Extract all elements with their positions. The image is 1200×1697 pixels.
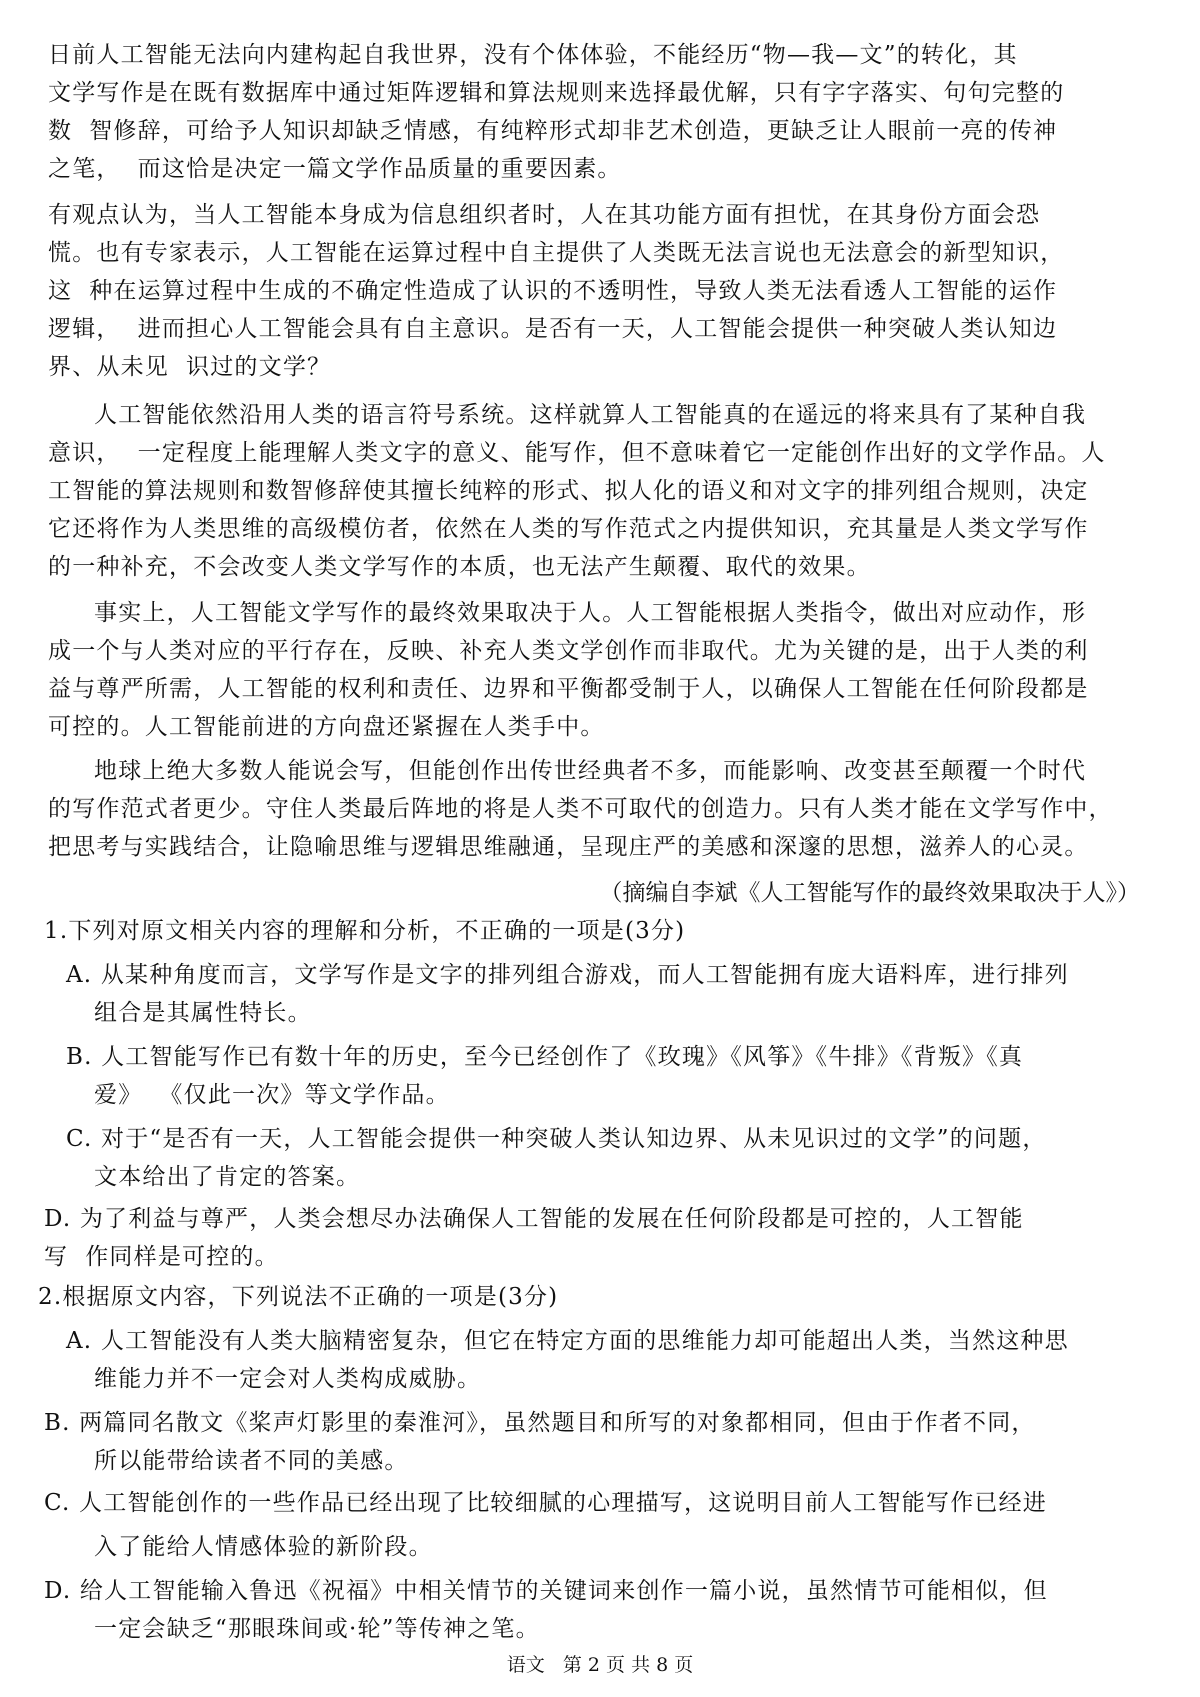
- source-citation: （摘编自李斌《人工智能写作的最终效果取决于人》）: [599, 880, 1140, 906]
- question-1-option-a-line-2: 组合是其属性特长。: [94, 1000, 312, 1026]
- question-1-option-d-line-2: 写 作同样是可控的。: [44, 1244, 279, 1270]
- paragraph-2-line-4: 逻辑， 进而担心人工智能会具有自主意识。是否有一天，人工智能会提供一种突破人类认知边: [48, 316, 1058, 342]
- question-1-option-b-line-1: B. 人工智能写作已有数十年的历史，至今已经创作了《玫瑰》《风筝》《牛排》《背叛》《真: [66, 1044, 1024, 1070]
- question-1-stem: 1.下列对原文相关内容的理解和分析，不正确的一项是(3分): [44, 918, 686, 944]
- paragraph-5-line-1: 地球上绝大多数人能说会写，但能创作出传世经典者不多，而能影响、改变甚至颠覆一个时代: [94, 758, 1087, 784]
- paragraph-5-line-3: 把思考与实践结合，让隐喻思维与逻辑思维融通，呈现庄严的美感和深邃的思想，滋养人的心灵。: [48, 834, 1089, 860]
- paragraph-2-line-5: 界、从未见 识过的文学？: [48, 354, 332, 380]
- paragraph-4-line-2: 成一个与人类对应的平行存在，反映、补充人类文学创作而非取代。尤为关键的是，出于人类的利: [48, 638, 1089, 664]
- paragraph-3-line-3: 工智能的算法规则和数智修辞使其擅长纯粹的形式、拟人化的语义和对文字的排列组合规则，决定: [48, 478, 1089, 504]
- page-footer: 语文 第 2 页 共 8 页: [506, 1654, 694, 1676]
- paragraph-4-line-4: 可控的。人工智能前进的方向盘还紧握在人类手中。: [48, 714, 605, 740]
- question-2-option-b-line-2: 所以能带给读者不同的美感。: [94, 1448, 409, 1474]
- question-1-option-d-line-1: D. 为了利益与尊严，人类会想尽办法确保人工智能的发展在任何阶段都是可控的，人工智能: [44, 1206, 1024, 1232]
- question-2-option-b-line-1: B. 两篇同名散文《桨声灯影里的秦淮河》，虽然题目和所写的对象都相同，但由于作者不同，: [44, 1410, 1036, 1436]
- question-2-option-a-line-1: A. 人工智能没有人类大脑精密复杂，但它在特定方面的思维能力却可能超出人类，当然这种思: [66, 1328, 1069, 1354]
- question-2-stem: 2.根据原文内容，下列说法不正确的一项是(3分): [38, 1284, 559, 1310]
- paragraph-3-line-5: 的一种补充，不会改变人类文学写作的本质，也无法产生颠覆、取代的效果。: [48, 554, 871, 580]
- paragraph-2-line-3: 这 种在运算过程中生成的不确定性造成了认识的不透明性，导致人类无法看透人工智能的运作: [48, 278, 1058, 304]
- paragraph-1-line-3: 数 智修辞，可给予人知识却缺乏情感，有纯粹形式却非艺术创造，更缺乏让人眼前一亮的传神: [48, 118, 1058, 144]
- question-1-option-a-line-1: A. 从某种角度而言，文学写作是文字的排列组合游戏，而人工智能拥有庞大语料库，进行排列: [66, 962, 1069, 988]
- question-2-option-c-line-2: 入了能给人情感体验的新阶段。: [94, 1534, 433, 1560]
- question-1-option-c-line-2: 文本给出了肯定的答案。: [94, 1164, 361, 1190]
- paragraph-5-line-2: 的写作范式者更少。守住人类最后阵地的将是人类不可取代的创造力。只有人类才能在文学写作中，: [48, 796, 1113, 822]
- paragraph-2-line-2: 慌。也有专家表示，人工智能在运算过程中自主提供了人类既无法言说也无法意会的新型知识，: [48, 240, 1065, 266]
- paragraph-2-line-1: 有观点认为，当人工智能本身成为信息组织者时，人在其功能方面有担忧，在其身份方面会恐: [48, 202, 1041, 228]
- question-2-option-d-line-1: D. 给人工智能输入鲁迅《祝福》中相关情节的关键词来创作一篇小说，虽然情节可能相似，但: [44, 1578, 1048, 1604]
- paragraph-3-line-2: 意识， 一定程度上能理解人类文字的意义、能写作，但不意味着它一定能创作出好的文学作品。人: [48, 440, 1106, 466]
- paragraph-1-line-1: 日前人工智能无法向内建构起自我世界，没有个体体验，不能经历“物—我—文”的转化，其: [48, 42, 1018, 68]
- paragraph-4-line-3: 益与尊严所需，人工智能的权利和责任、边界和平衡都受制于人，以确保人工智能在任何阶段都是: [48, 676, 1089, 702]
- question-1-option-c-line-1: C. 对于“是否有一天，人工智能会提供一种突破人类认知边界、从未见识过的文学”的问题，: [66, 1126, 1047, 1152]
- question-2-option-a-line-2: 维能力并不一定会对人类构成威胁。: [94, 1366, 482, 1392]
- question-1-option-b-line-2: 爱》 《仅此一次》等文学作品。: [94, 1082, 450, 1108]
- paragraph-3-line-1: 人工智能依然沿用人类的语言符号系统。这样就算人工智能真的在遥远的将来具有了某种自我: [94, 402, 1087, 428]
- question-2-option-d-line-2: 一定会缺乏“那眼珠间或·轮”等传神之笔。: [94, 1616, 540, 1642]
- paragraph-4-line-1: 事实上，人工智能文学写作的最终效果取决于人。人工智能根据人类指令，做出对应动作，形: [94, 600, 1087, 626]
- question-2-option-c-line-1: C. 人工智能创作的一些作品已经出现了比较细腻的心理描写，这说明目前人工智能写作已经进: [44, 1490, 1048, 1516]
- paragraph-1-line-2: 文学写作是在既有数据库中通过矩阵逻辑和算法规则来选择最优解，只有字字落实、句句完整的: [48, 80, 1065, 106]
- paragraph-1-line-4: 之笔， 而这恰是决定一篇文学作品质量的重要因素。: [48, 156, 622, 182]
- paragraph-3-line-4: 它还将作为人类思维的高级模仿者，依然在人类的写作范式之内提供知识，充其量是人类文学写作: [48, 516, 1089, 542]
